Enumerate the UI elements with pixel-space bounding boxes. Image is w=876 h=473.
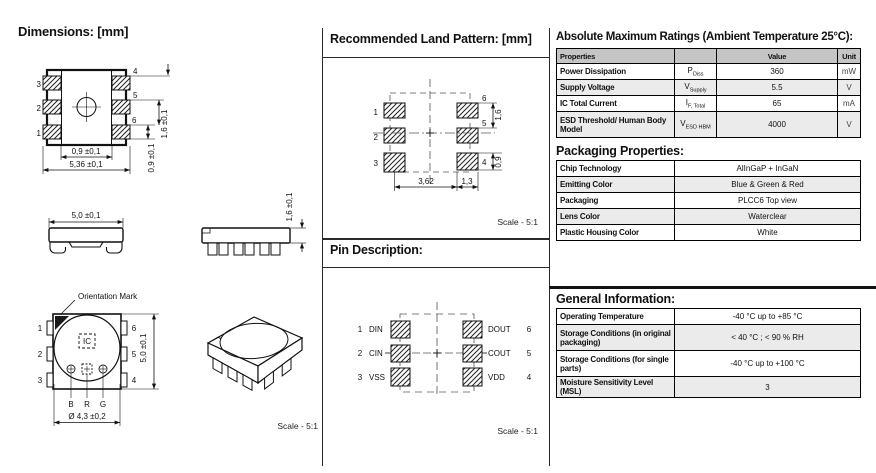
packaging-properties-table (556, 160, 861, 241)
value-cell: 5.5 (717, 80, 838, 96)
pin-label: 5 (131, 350, 137, 359)
pin-name: CIN (369, 349, 383, 358)
pin-label: 6 (131, 324, 137, 333)
value-cell: Waterclear (675, 209, 861, 225)
package-side-view-drawing (192, 182, 320, 267)
package-top-view-drawing (28, 60, 206, 182)
column-divider (549, 28, 550, 466)
property-cell: Power Dissipation (557, 64, 675, 80)
dim-body-label: 5,0 ±0,1 (139, 333, 148, 363)
symbol-sub: ESD HBM (685, 124, 711, 131)
col-header-value: Value (717, 49, 838, 64)
pin-label: 3 (37, 376, 43, 385)
value-cell: -40 °C up to +100 °C (675, 351, 861, 377)
table-row (557, 225, 861, 241)
symbol-cell (675, 80, 717, 96)
orientation-mark-label: Orientation Mark (78, 292, 138, 301)
property-cell: IC Total Current (557, 96, 675, 112)
symbol-base: V (684, 81, 690, 91)
dim-pitch-label: 1,6 ±0,1 (160, 109, 169, 139)
symbol-cell (675, 96, 717, 112)
value-cell: 3 (675, 377, 861, 398)
land-pattern-drawing (345, 75, 545, 202)
extension-lines (395, 103, 503, 191)
col-header-symbol (675, 49, 717, 64)
pin-label: 6 (132, 116, 137, 125)
pad-label: 2 (373, 133, 378, 142)
value-cell: -40 °C up to +85 °C (675, 309, 861, 325)
value-cell: PLCC6 Top view (675, 193, 861, 209)
unit-cell: mW (838, 64, 861, 80)
dim-width-label: 5,0 ±0,1 (71, 211, 101, 220)
dimensions-title: Dimensions: [mm] (18, 24, 129, 39)
land-pads (384, 103, 478, 172)
abs-max-ratings-title: Absolute Maximum Ratings (Ambient Temperature 25°C): (556, 31, 853, 43)
emitter-label-b: B (68, 400, 74, 409)
pin-name: VDD (488, 373, 505, 382)
pin-label: 2 (36, 104, 41, 113)
pin-description-drawing (333, 300, 545, 400)
pin-label: 3 (36, 80, 41, 89)
pin-name: DOUT (488, 325, 511, 334)
pad-label: 3 (373, 159, 378, 168)
symbol-sub: Supply (689, 87, 707, 94)
column-divider (322, 28, 323, 466)
pin-number: 1 (357, 325, 363, 334)
title-underline (322, 57, 550, 58)
symbol-sub: F, Total (687, 103, 706, 110)
pad-label: 4 (482, 158, 487, 167)
packaging-properties-title: Packaging Properties: (556, 144, 684, 158)
pin-number: 5 (526, 349, 532, 358)
table-row (557, 325, 861, 351)
package-body (49, 228, 123, 242)
emitter-label-r: R (84, 400, 90, 409)
property-cell: Storage Conditions (for single parts) (557, 351, 675, 377)
dim-pitch-label: 1,6 (494, 109, 503, 121)
property-cell: Emitting Color (557, 177, 675, 193)
pin-label: 4 (133, 67, 138, 76)
scale-label: Scale - 5:1 (277, 421, 318, 431)
title-underline (322, 267, 550, 268)
package-front-view-drawing (35, 196, 150, 260)
value-cell: 65 (717, 96, 838, 112)
pin-label: 4 (131, 376, 137, 385)
value-cell: Blue & Green & Red (675, 177, 861, 193)
abs-max-ratings-table (556, 48, 861, 138)
pin-name: COUT (488, 349, 511, 358)
pin-number: 3 (357, 373, 363, 382)
col-header-unit: Unit (838, 49, 861, 64)
ic-label: IC (83, 337, 91, 346)
emitter-label-g: G (99, 400, 107, 409)
table-row (557, 309, 861, 325)
pad-label: 6 (482, 94, 487, 103)
scale-label: Scale - 5:1 (497, 426, 538, 436)
lead-right (107, 242, 123, 253)
lead-left (50, 242, 66, 253)
dim-height-label: 1,6 ±0,1 (285, 192, 294, 222)
unit-cell: mA (838, 96, 861, 112)
dim-pad-h-label: 0,9 (494, 156, 503, 168)
unit-cell: V (838, 112, 861, 138)
pin-label: 1 (37, 324, 43, 333)
pin-pads (391, 321, 482, 386)
dim-lens-label: Ø 4,3 ±0,2 (68, 412, 106, 421)
package-emitter-view-drawing (18, 288, 186, 436)
value-cell: 4000 (717, 112, 838, 138)
table-row (557, 177, 861, 193)
symbol-cell (675, 64, 717, 80)
table-row (557, 209, 861, 225)
pin-label: 5 (133, 91, 138, 100)
land-pattern-title: Recommended Land Pattern: [mm] (330, 32, 532, 46)
value-cell: < 40 °C ; < 90 % RH (675, 325, 861, 351)
value-cell: 360 (717, 64, 838, 80)
pad-label: 1 (373, 108, 378, 117)
dim-pad-w-label: 1,3 (461, 177, 473, 186)
pin-number: 2 (357, 349, 363, 358)
pin-name: DIN (369, 325, 383, 334)
table-row (557, 161, 861, 177)
pin-number: 6 (526, 325, 532, 334)
table-row (557, 80, 861, 96)
package-body (202, 228, 290, 243)
general-information-title: General Information: (556, 292, 675, 306)
symbol-sub: Diss (692, 71, 704, 78)
symbol-cell (675, 112, 717, 138)
symbol-base: I (685, 97, 688, 107)
package-3d-view-drawing (188, 293, 316, 421)
section-divider-bar (549, 286, 876, 289)
pin-label: 1 (36, 129, 41, 138)
value-cell: AlInGaP + InGaN (675, 161, 861, 177)
property-cell: Storage Conditions (in original packaging) (557, 325, 675, 351)
section-divider (322, 238, 550, 240)
dim-pad-h-label: 0,9 ±0,1 (147, 143, 156, 173)
pin-number: 4 (526, 373, 532, 382)
pin-label: 2 (37, 350, 43, 359)
table-row (557, 377, 861, 398)
property-cell: Packaging (557, 193, 675, 209)
property-cell: ESD Threshold/ Human Body Model (557, 112, 675, 138)
leader-line (61, 300, 75, 314)
table-row (557, 112, 861, 138)
leads (208, 243, 280, 255)
pin-description-title: Pin Description: (330, 243, 423, 257)
general-information-table (556, 308, 861, 398)
table-row (557, 351, 861, 377)
table-header-row (557, 49, 861, 64)
property-cell: Chip Technology (557, 161, 675, 177)
symbol-base: V (680, 118, 686, 128)
property-cell: Moisture Sensitivity Level (MSL) (557, 377, 675, 398)
dim-lines (290, 219, 306, 252)
table-row (557, 193, 861, 209)
pad-label: 5 (482, 119, 487, 128)
unit-cell: V (838, 80, 861, 96)
center-cross (426, 129, 434, 137)
dim-body-label: 5,36 ±0,1 (69, 160, 103, 169)
property-cell: Supply Voltage (557, 80, 675, 96)
table-row (557, 64, 861, 80)
col-header-properties: Properties (557, 49, 675, 64)
scale-label: Scale - 5:1 (497, 217, 538, 227)
table-row (557, 96, 861, 112)
property-cell: Plastic Housing Color (557, 225, 675, 241)
center-cross (433, 349, 441, 357)
center-tab (69, 242, 103, 247)
dim-span-label: 3,62 (418, 177, 434, 186)
property-cell: Lens Color (557, 209, 675, 225)
symbol-base: P (687, 65, 693, 75)
property-cell: Operating Temperature (557, 309, 675, 325)
dim-pad-label: 0,9 ±0,1 (71, 147, 101, 156)
pin-name: VSS (369, 373, 386, 382)
value-cell: White (675, 225, 861, 241)
